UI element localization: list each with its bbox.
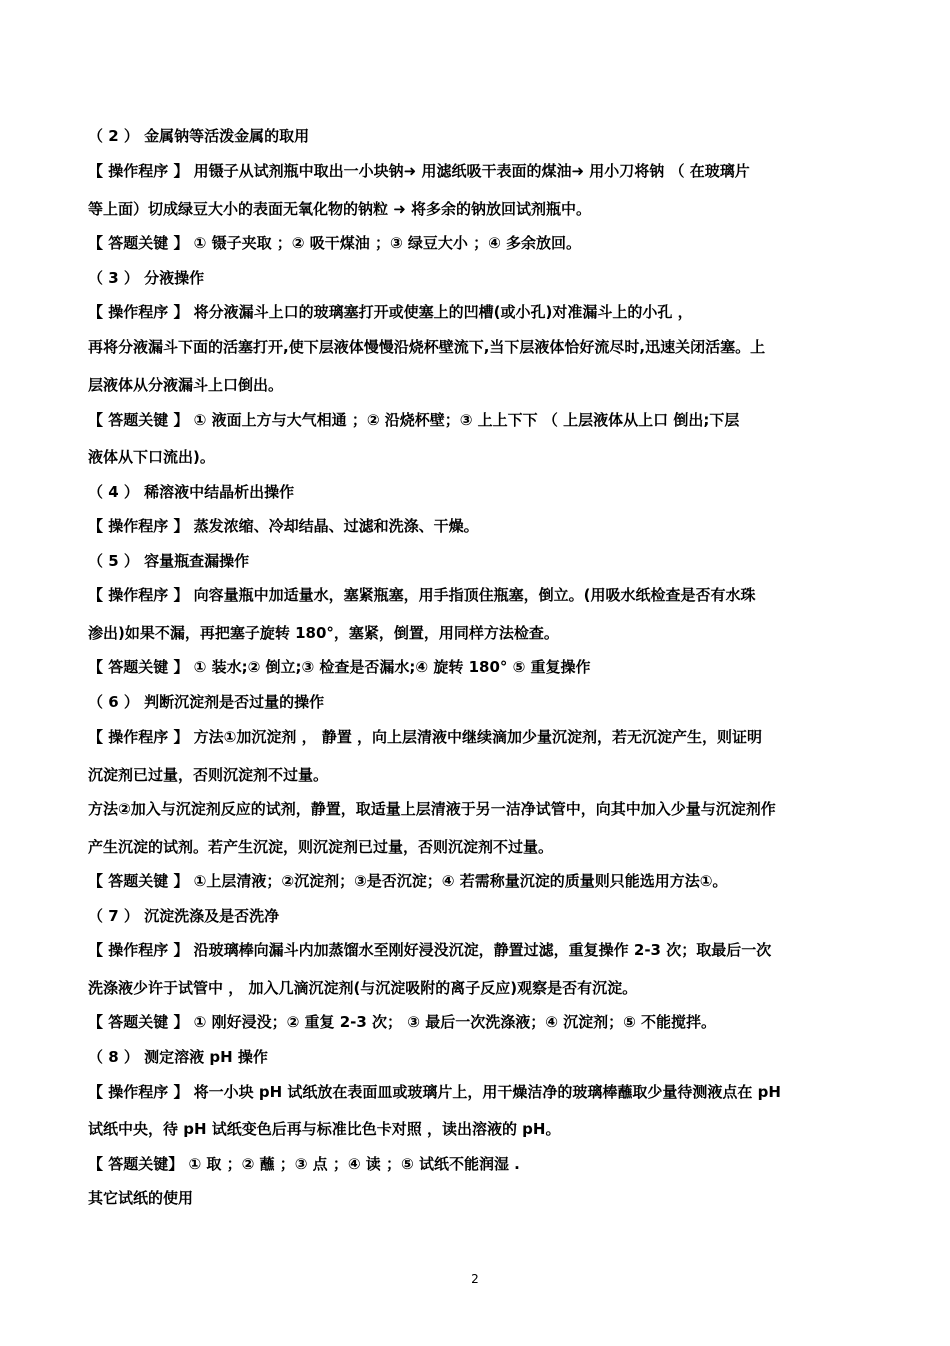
paragraph-line: 再将分液漏斗下面的活塞打开,使下层液体慢慢沿烧杯壁流下,当下层液体恰好流尽时,迅速关闭活塞。上 (88, 338, 766, 356)
heading-other-test-paper: 其它试纸的使用 (88, 1189, 194, 1207)
heading-ph-test: （ 8 ） 测定溶液 pH 操作 (88, 1048, 268, 1066)
paragraph-line: 方法②加入与沉淀剂反应的试剂，静置，取适量上层清液于另一洁净试管中，向其中加入少量与沉淀剂作 (88, 800, 776, 818)
paragraph-line: 【 操作程序 】 将分液漏斗上口的玻璃塞打开或使塞上的凹槽(或小孔)对准漏斗上的小孔 ， (88, 303, 693, 321)
paragraph-line: 沉淀剂已过量，否则沉淀剂不过量。 (88, 766, 329, 784)
paragraph-line: 【 操作程序 】 向容量瓶中加适量水，塞紧瓶塞，用手指顶住瓶塞，倒立。(用吸水纸检查是否有水珠 (88, 586, 756, 604)
paragraph-line: 【 答题关键 】 ①上层清液；②沉淀剂；③是否沉淀；④ 若需称量沉淀的质量则只能选用方法①。 (88, 872, 728, 890)
paragraph-line: 【 答题关键】 ① 取 ；② 蘸 ；③ 点 ；④ 读 ；⑤ 试纸不能润湿 . (88, 1155, 520, 1173)
paragraph-line: 【 操作程序 】 沿玻璃棒向漏斗内加蒸馏水至刚好浸没沉淀，静置过滤，重复操作 2-3 次；取最后一次 (88, 941, 772, 959)
paragraph-line: 【 答题关键 】 ① 装水;② 倒立;③ 检查是否漏水;④ 旋转 180° ⑤ 重复操作 (88, 658, 591, 676)
paragraph-line: 洗涤液少许于试管中 ， 加入几滴沉淀剂(与沉淀吸附的离子反应)观察是否有沉淀。 (88, 979, 638, 997)
paragraph-line: 【 答题关键 】 ① 镊子夹取 ；② 吸干煤油 ；③ 绿豆大小 ；④ 多余放回。 (88, 234, 582, 252)
heading-washing: （ 7 ） 沉淀洗涤及是否洗净 (88, 907, 280, 925)
paragraph-line: 试纸中央，待 pH 试纸变色后再与标准比色卡对照 ，读出溶液的 pH。 (88, 1120, 561, 1138)
paragraph-line: 【 答题关键 】 ① 刚好浸没；② 重复 2-3 次； ③ 最后一次洗涤液；④ 沉淀剂；⑤ 不能搅拌。 (88, 1013, 717, 1031)
paragraph-line: 【 操作程序 】 将一小块 pH 试纸放在表面皿或玻璃片上，用干燥洁净的玻璃棒蘸取少量待测液点在 pH (88, 1083, 781, 1101)
page-number: 2 (471, 1272, 479, 1286)
heading-crystallization: （ 4 ） 稀溶液中结晶析出操作 (88, 483, 295, 501)
paragraph-line: 【 操作程序 】 用镊子从试剂瓶中取出一小块钠➜ 用滤纸吸干表面的煤油➜ 用小刀将钠 （ 在玻璃片 (88, 162, 750, 180)
paragraph-line: 产生沉淀的试剂。若产生沉淀，则沉淀剂已过量，否则沉淀剂不过量。 (88, 838, 554, 856)
paragraph-line: 【 操作程序 】 方法①加沉淀剂 ， 静置 ，向上层清液中继续滴加少量沉淀剂，若无沉淀产生，则证明 (88, 728, 763, 746)
heading-precipitant-excess: （ 6 ） 判断沉淀剂是否过量的操作 (88, 693, 325, 711)
heading-separation: （ 3 ） 分液操作 (88, 269, 205, 287)
paragraph-line: 层液体从分液漏斗上口倒出。 (88, 376, 284, 394)
paragraph-line: 渗出)如果不漏，再把塞子旋转 180°，塞紧，倒置，用同样方法检查。 (88, 624, 559, 642)
heading-sodium-handling: （ 2 ） 金属钠等活泼金属的取用 (88, 127, 310, 145)
heading-leak-check: （ 5 ） 容量瓶查漏操作 (88, 552, 250, 570)
paragraph-line: 等上面）切成绿豆大小的表面无氧化物的钠粒 ➜ 将多余的钠放回试剂瓶中。 (88, 200, 592, 218)
paragraph-line: 【 答题关键 】 ① 液面上方与大气相通 ；② 沿烧杯壁；③ 上上下下 （ 上层液体从上口 倒出;下层 (88, 411, 740, 429)
paragraph-line: 液体从下口流出)。 (88, 448, 215, 466)
paragraph-line: 【 操作程序 】 蒸发浓缩、冷却结晶、过滤和洗涤、干燥。 (88, 517, 479, 535)
